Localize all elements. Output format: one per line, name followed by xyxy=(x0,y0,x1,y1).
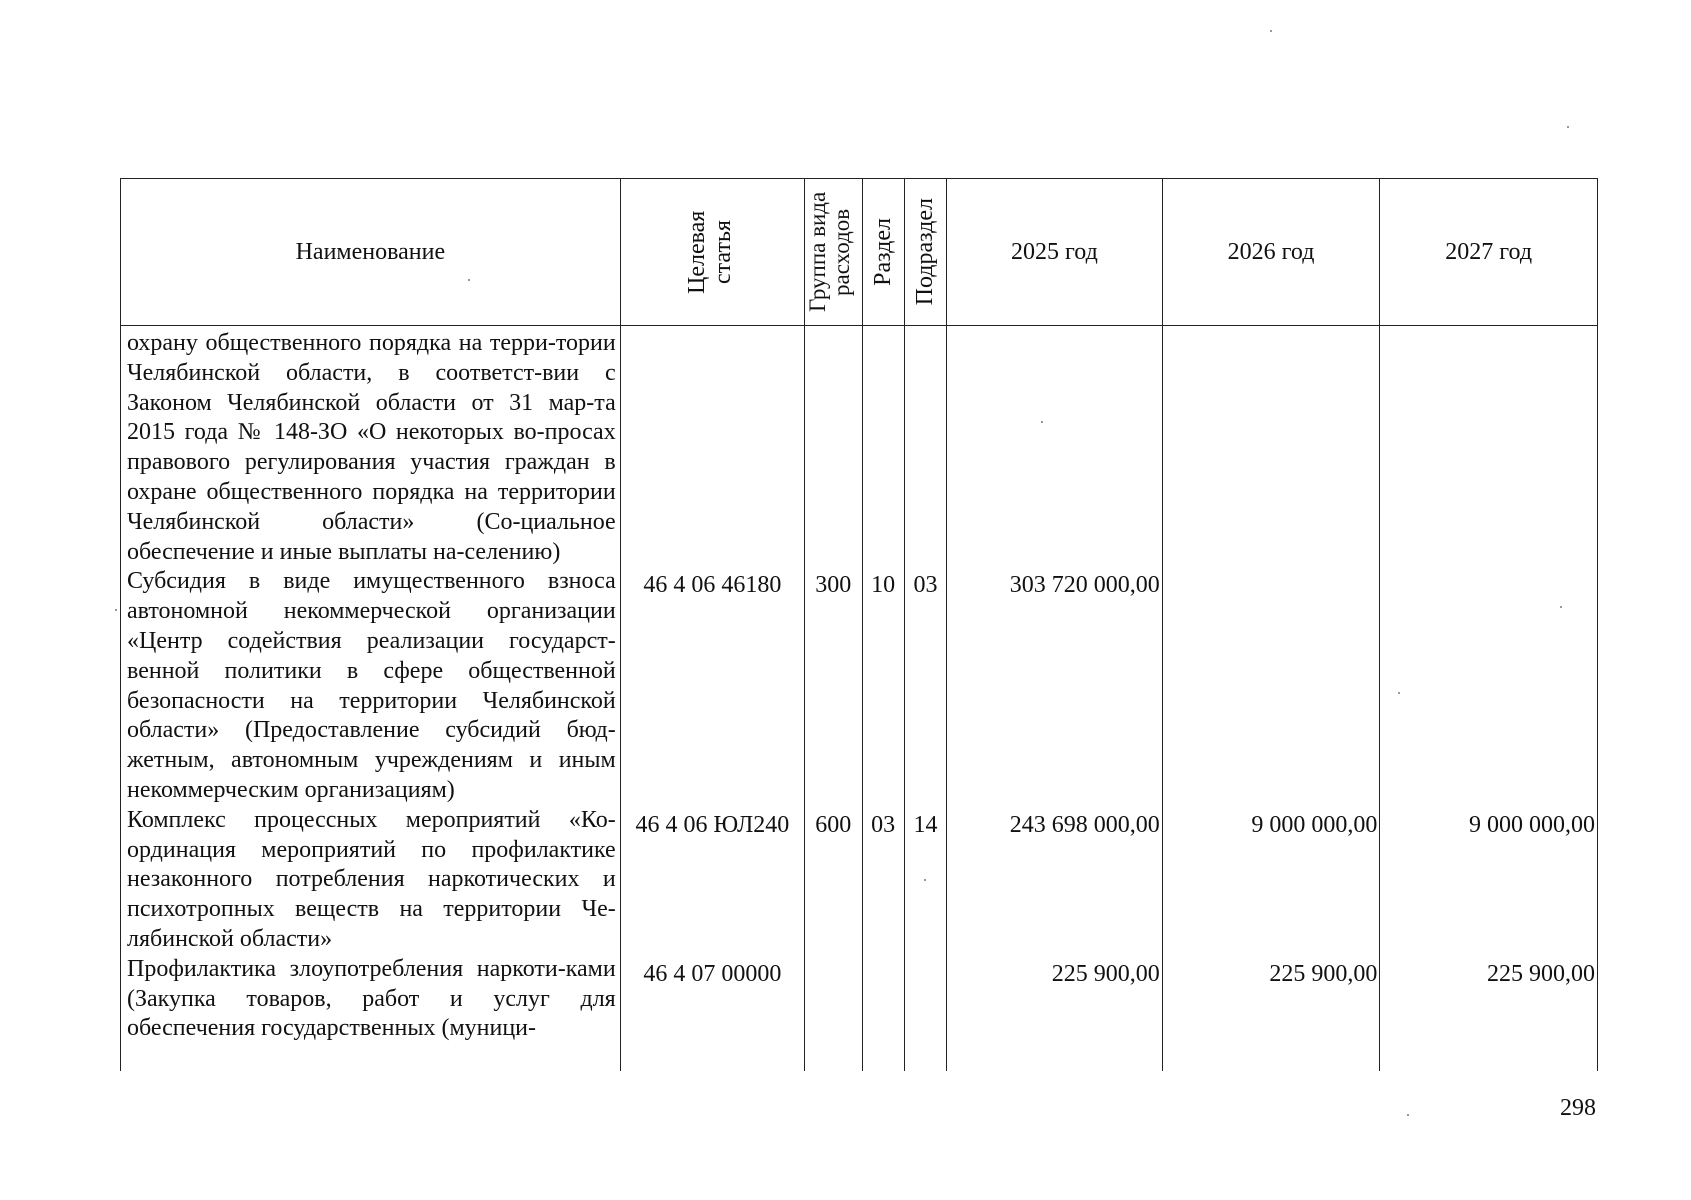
row-section: 03 xyxy=(871,812,896,838)
header-2025: 2025 год xyxy=(947,179,1163,326)
group-column xyxy=(805,326,862,1072)
budget-table xyxy=(120,178,1598,1071)
row-subsection: 03 xyxy=(913,572,938,598)
row-group: 600 xyxy=(815,812,852,838)
row-value-2027: 9 000 000,00 xyxy=(1469,812,1595,838)
row-section: 10 xyxy=(871,572,896,598)
row-value-2027: 225 900,00 xyxy=(1487,961,1595,987)
header-subsection: Подраздел xyxy=(904,179,946,326)
row-value-2026: 225 900,00 xyxy=(1269,961,1378,987)
section-column xyxy=(862,326,904,1072)
row-value-2025: 243 698 000,00 xyxy=(1009,812,1160,838)
scan-speck xyxy=(468,279,470,281)
row-name: Субсидия в виде имущественного взноса автономной некоммерческой организации «Центр содействия реализации государст-венной политики в сфере общественной безопасности на территории Челябинской области» (Предоставление субсидий бюд-жетным, автономным учреждениям и иным некоммерческим организациям) xyxy=(127,568,616,803)
row-group: 300 xyxy=(815,572,852,598)
scan-speck xyxy=(1567,126,1569,128)
scan-speck xyxy=(924,879,926,881)
scan-speck xyxy=(115,609,117,611)
code-column xyxy=(620,326,804,1072)
names-column xyxy=(121,326,621,1072)
header-expense-group: Группа вида расходов xyxy=(805,179,862,326)
table-body-row xyxy=(121,326,1598,1072)
row-code: 46 4 06 46180 xyxy=(643,572,782,598)
scan-speck xyxy=(1560,606,1562,608)
subsection-column xyxy=(904,326,946,1072)
y2026-column xyxy=(1162,326,1380,1072)
row-value-2026: 9 000 000,00 xyxy=(1251,812,1378,838)
header-2026: 2026 год xyxy=(1162,179,1380,326)
scan-speck xyxy=(1407,1114,1409,1116)
y2025-column xyxy=(947,326,1163,1072)
scan-speck xyxy=(1398,692,1400,694)
row-name: Комплекс процессных мероприятий «Ко-ординация мероприятий по профилактике незаконного потребления наркотических и психотропных веществ на территории Че-лябинской области» xyxy=(127,806,616,952)
scan-speck xyxy=(1270,30,1272,32)
row-code: 46 4 07 00000 xyxy=(643,961,782,987)
header-2027: 2027 год xyxy=(1380,179,1598,326)
row-name: охрану общественного порядка на терри-тории Челябинской области, в соответст-вии с Законом Челябинской области от 31 мар-та 2015 года № 148-ЗО «О некоторых во-просах правового регулирования участия граждан в охране общественного порядка на территории Челябинской области» (Со-циальное обеспечение и иные выплаты на-селению) xyxy=(127,330,616,565)
header-name: Наименование xyxy=(121,179,621,326)
y2027-column xyxy=(1380,326,1598,1072)
scan-speck xyxy=(1041,421,1043,423)
row-value-2025: 303 720 000,00 xyxy=(1009,572,1160,598)
page-number: 298 xyxy=(1560,1095,1596,1121)
row-subsection: 14 xyxy=(913,812,938,838)
row-name: Профилактика злоупотребления наркоти-ками (Закупка товаров, работ и услуг для обеспечения государственных (муници- xyxy=(127,955,616,1042)
header-target-article: Целевая статья xyxy=(620,179,804,326)
header-section: Раздел xyxy=(862,179,904,326)
header-row xyxy=(121,179,1598,326)
row-value-2025: 225 900,00 xyxy=(1051,961,1160,987)
row-code: 46 4 06 ЮЛ240 xyxy=(635,812,790,838)
